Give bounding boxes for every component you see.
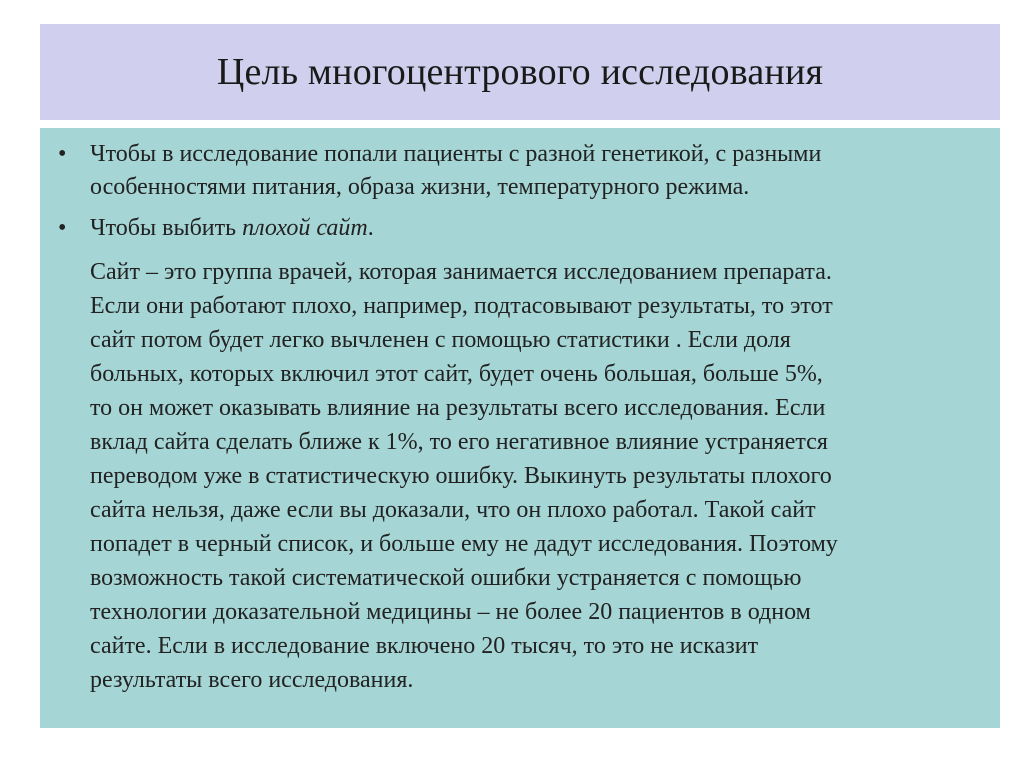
- slide-title: Цель многоцентрового исследования: [216, 51, 824, 93]
- bullet-2-italic: плохой сайт: [242, 215, 368, 241]
- paragraph-line: больных, которых включил этот сайт, будет очень большая, больше 5%,: [90, 361, 823, 387]
- paragraph-line: вклад сайта сделать ближе к 1%, то его негативное влияние устраняется: [90, 429, 828, 455]
- paragraph-line: Сайт – это группа врачей, которая занимается исследованием препарата.: [90, 259, 832, 285]
- paragraph-line: сайт потом будет легко вычленен с помощью статистики . Если доля: [90, 327, 791, 353]
- paragraph-line: сайта нельзя, даже если вы доказали, что он плохо работал. Такой сайт: [90, 497, 816, 523]
- paragraph-line: переводом уже в статистическую ошибку. Выкинуть результаты плохого: [90, 463, 832, 489]
- bullet-1-text: [90, 138, 990, 204]
- bullet-2-prefix: Чтобы выбить: [90, 215, 243, 241]
- bullet-2-marker: •: [58, 215, 67, 241]
- explanation-paragraph: [90, 255, 990, 697]
- bullet-1-line-1: Чтобы в исследование попали пациенты с разной генетикой, с разными: [90, 141, 822, 167]
- paragraph-line: попадет в черный список, и больше ему не дадут исследования. Поэтому: [90, 531, 838, 557]
- title-box: [40, 24, 1000, 120]
- bullet-2-suffix: .: [367, 215, 374, 241]
- bullet-1-marker: •: [58, 141, 67, 167]
- content-box: [40, 128, 1000, 728]
- bullet-1-line-2: особенностями питания, образа жизни, температурного режима.: [90, 174, 750, 200]
- paragraph-line: Если они работают плохо, например, подтасовывают результаты, то этот: [90, 293, 833, 319]
- paragraph-line: технологии доказательной медицины – не более 20 пациентов в одном: [90, 599, 811, 625]
- paragraph-line: то он может оказывать влияние на результаты всего исследования. Если: [90, 395, 826, 421]
- paragraph-line: возможность такой систематической ошибки устраняется с помощью: [90, 565, 802, 591]
- bullet-2-text: [90, 212, 990, 245]
- paragraph-line: сайте. Если в исследование включено 20 тысяч, то это не исказит: [90, 633, 759, 659]
- paragraph-line: результаты всего исследования.: [90, 667, 414, 693]
